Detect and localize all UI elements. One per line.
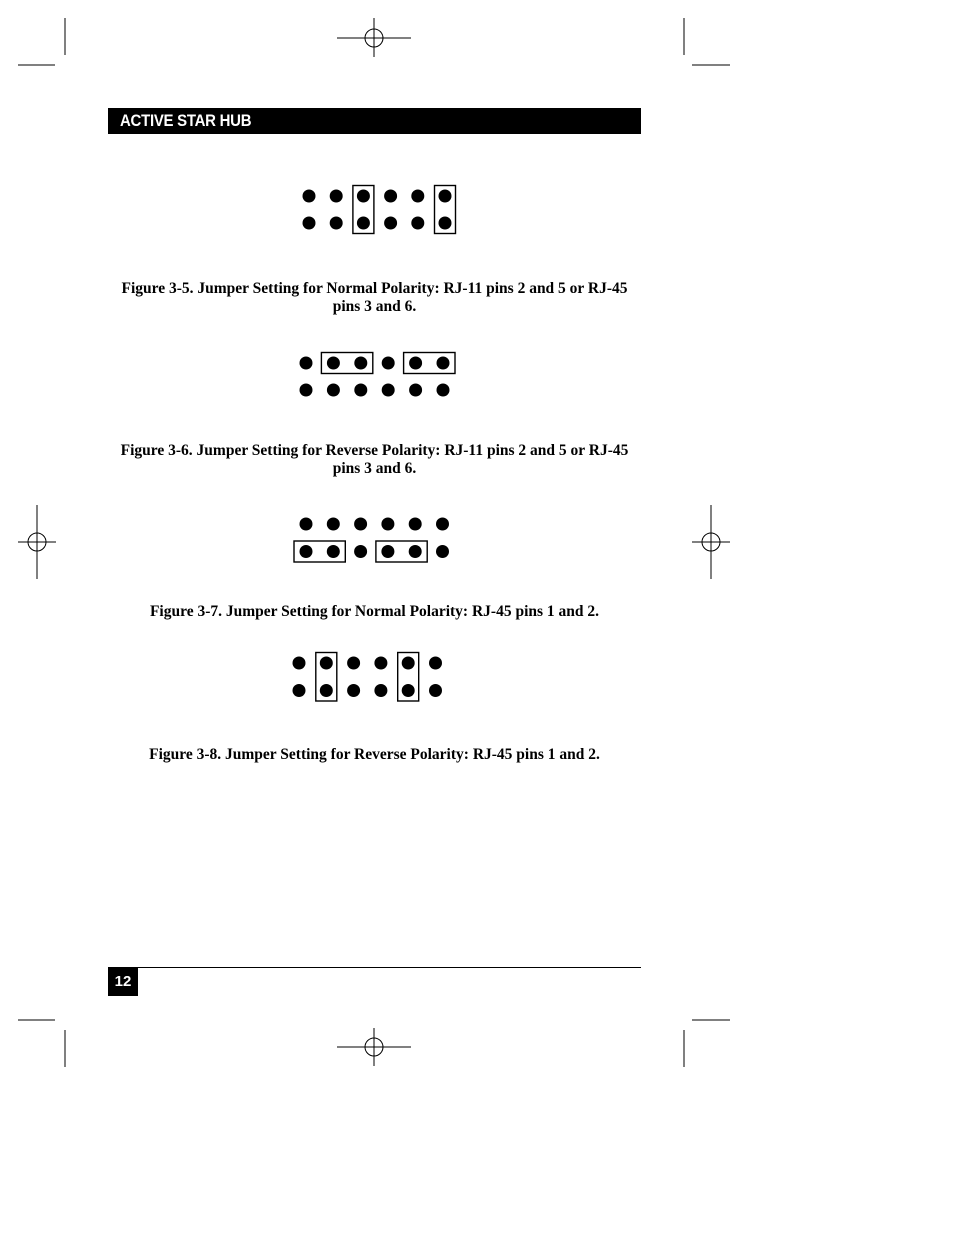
jumper-pin	[354, 518, 367, 531]
jumper-pin	[374, 684, 387, 697]
jumper-pin	[409, 384, 422, 397]
jumper-pin	[354, 357, 367, 370]
jumper-pin	[300, 518, 313, 531]
jumper-pin	[384, 217, 397, 230]
jumper-pin	[347, 684, 360, 697]
jumper-pin	[384, 190, 397, 203]
jumper-pin	[303, 217, 316, 230]
figure-3-8-caption: Figure 3-8. Jumper Setting for Reverse Polarity: RJ-45 pins 1 and 2.	[149, 746, 600, 763]
jumper-pin	[436, 545, 449, 558]
jumper-pin	[320, 684, 333, 697]
jumper-pin	[382, 384, 395, 397]
jumper-pin	[347, 657, 360, 670]
jumper-pin	[411, 190, 424, 203]
jumper-pin	[437, 384, 450, 397]
jumper-pin	[381, 545, 394, 558]
jumper-pin	[330, 190, 343, 203]
jumper-pin	[439, 190, 452, 203]
figure-3-7-jumper-diagram	[290, 508, 470, 568]
figure-3-7-caption: Figure 3-7. Jumper Setting for Normal Polarity: RJ-45 pins 1 and 2.	[149, 603, 600, 620]
figure-3-5-jumper-diagram	[290, 180, 470, 240]
jumper-pin	[436, 518, 449, 531]
jumper-pin	[411, 217, 424, 230]
jumper-pin	[354, 384, 367, 397]
jumper-pin	[374, 657, 387, 670]
jumper-pin	[327, 384, 340, 397]
jumper-pin	[402, 657, 415, 670]
figure-3-6-jumper-diagram	[290, 345, 470, 405]
jumper-pin	[354, 545, 367, 558]
jumper-pin	[409, 518, 422, 531]
jumper-pin	[300, 384, 313, 397]
figure-3-6-caption: Figure 3-6. Jumper Setting for Reverse Polarity: RJ-11 pins 2 and 5 or RJ-45 pins 3 and 6.	[120, 442, 629, 477]
running-header	[108, 108, 641, 134]
jumper-pin	[300, 357, 313, 370]
jumper-pin	[381, 518, 394, 531]
jumper-pin	[357, 217, 370, 230]
jumper-pin	[327, 357, 340, 370]
jumper-pin	[437, 357, 450, 370]
footer-rule	[108, 967, 641, 968]
jumper-pin	[439, 217, 452, 230]
jumper-pin	[300, 545, 313, 558]
jumper-pin	[293, 657, 306, 670]
jumper-pin	[429, 684, 442, 697]
jumper-pin	[320, 657, 333, 670]
jumper-pin	[429, 657, 442, 670]
figure-3-5-caption: Figure 3-5. Jumper Setting for Normal Polarity: RJ-11 pins 2 and 5 or RJ-45 pins 3 and 6.	[121, 280, 628, 315]
jumper-pin	[327, 545, 340, 558]
jumper-pin	[402, 684, 415, 697]
jumper-pin	[382, 357, 395, 370]
jumper-pin	[330, 217, 343, 230]
page-number: 12	[108, 968, 138, 996]
jumper-pin	[303, 190, 316, 203]
jumper-pin	[409, 357, 422, 370]
jumper-pin	[293, 684, 306, 697]
header-title: ACTIVE STAR HUB	[120, 111, 252, 130]
jumper-pin	[327, 518, 340, 531]
jumper-pin	[357, 190, 370, 203]
figure-3-8-jumper-diagram	[280, 645, 460, 710]
jumper-pin	[409, 545, 422, 558]
